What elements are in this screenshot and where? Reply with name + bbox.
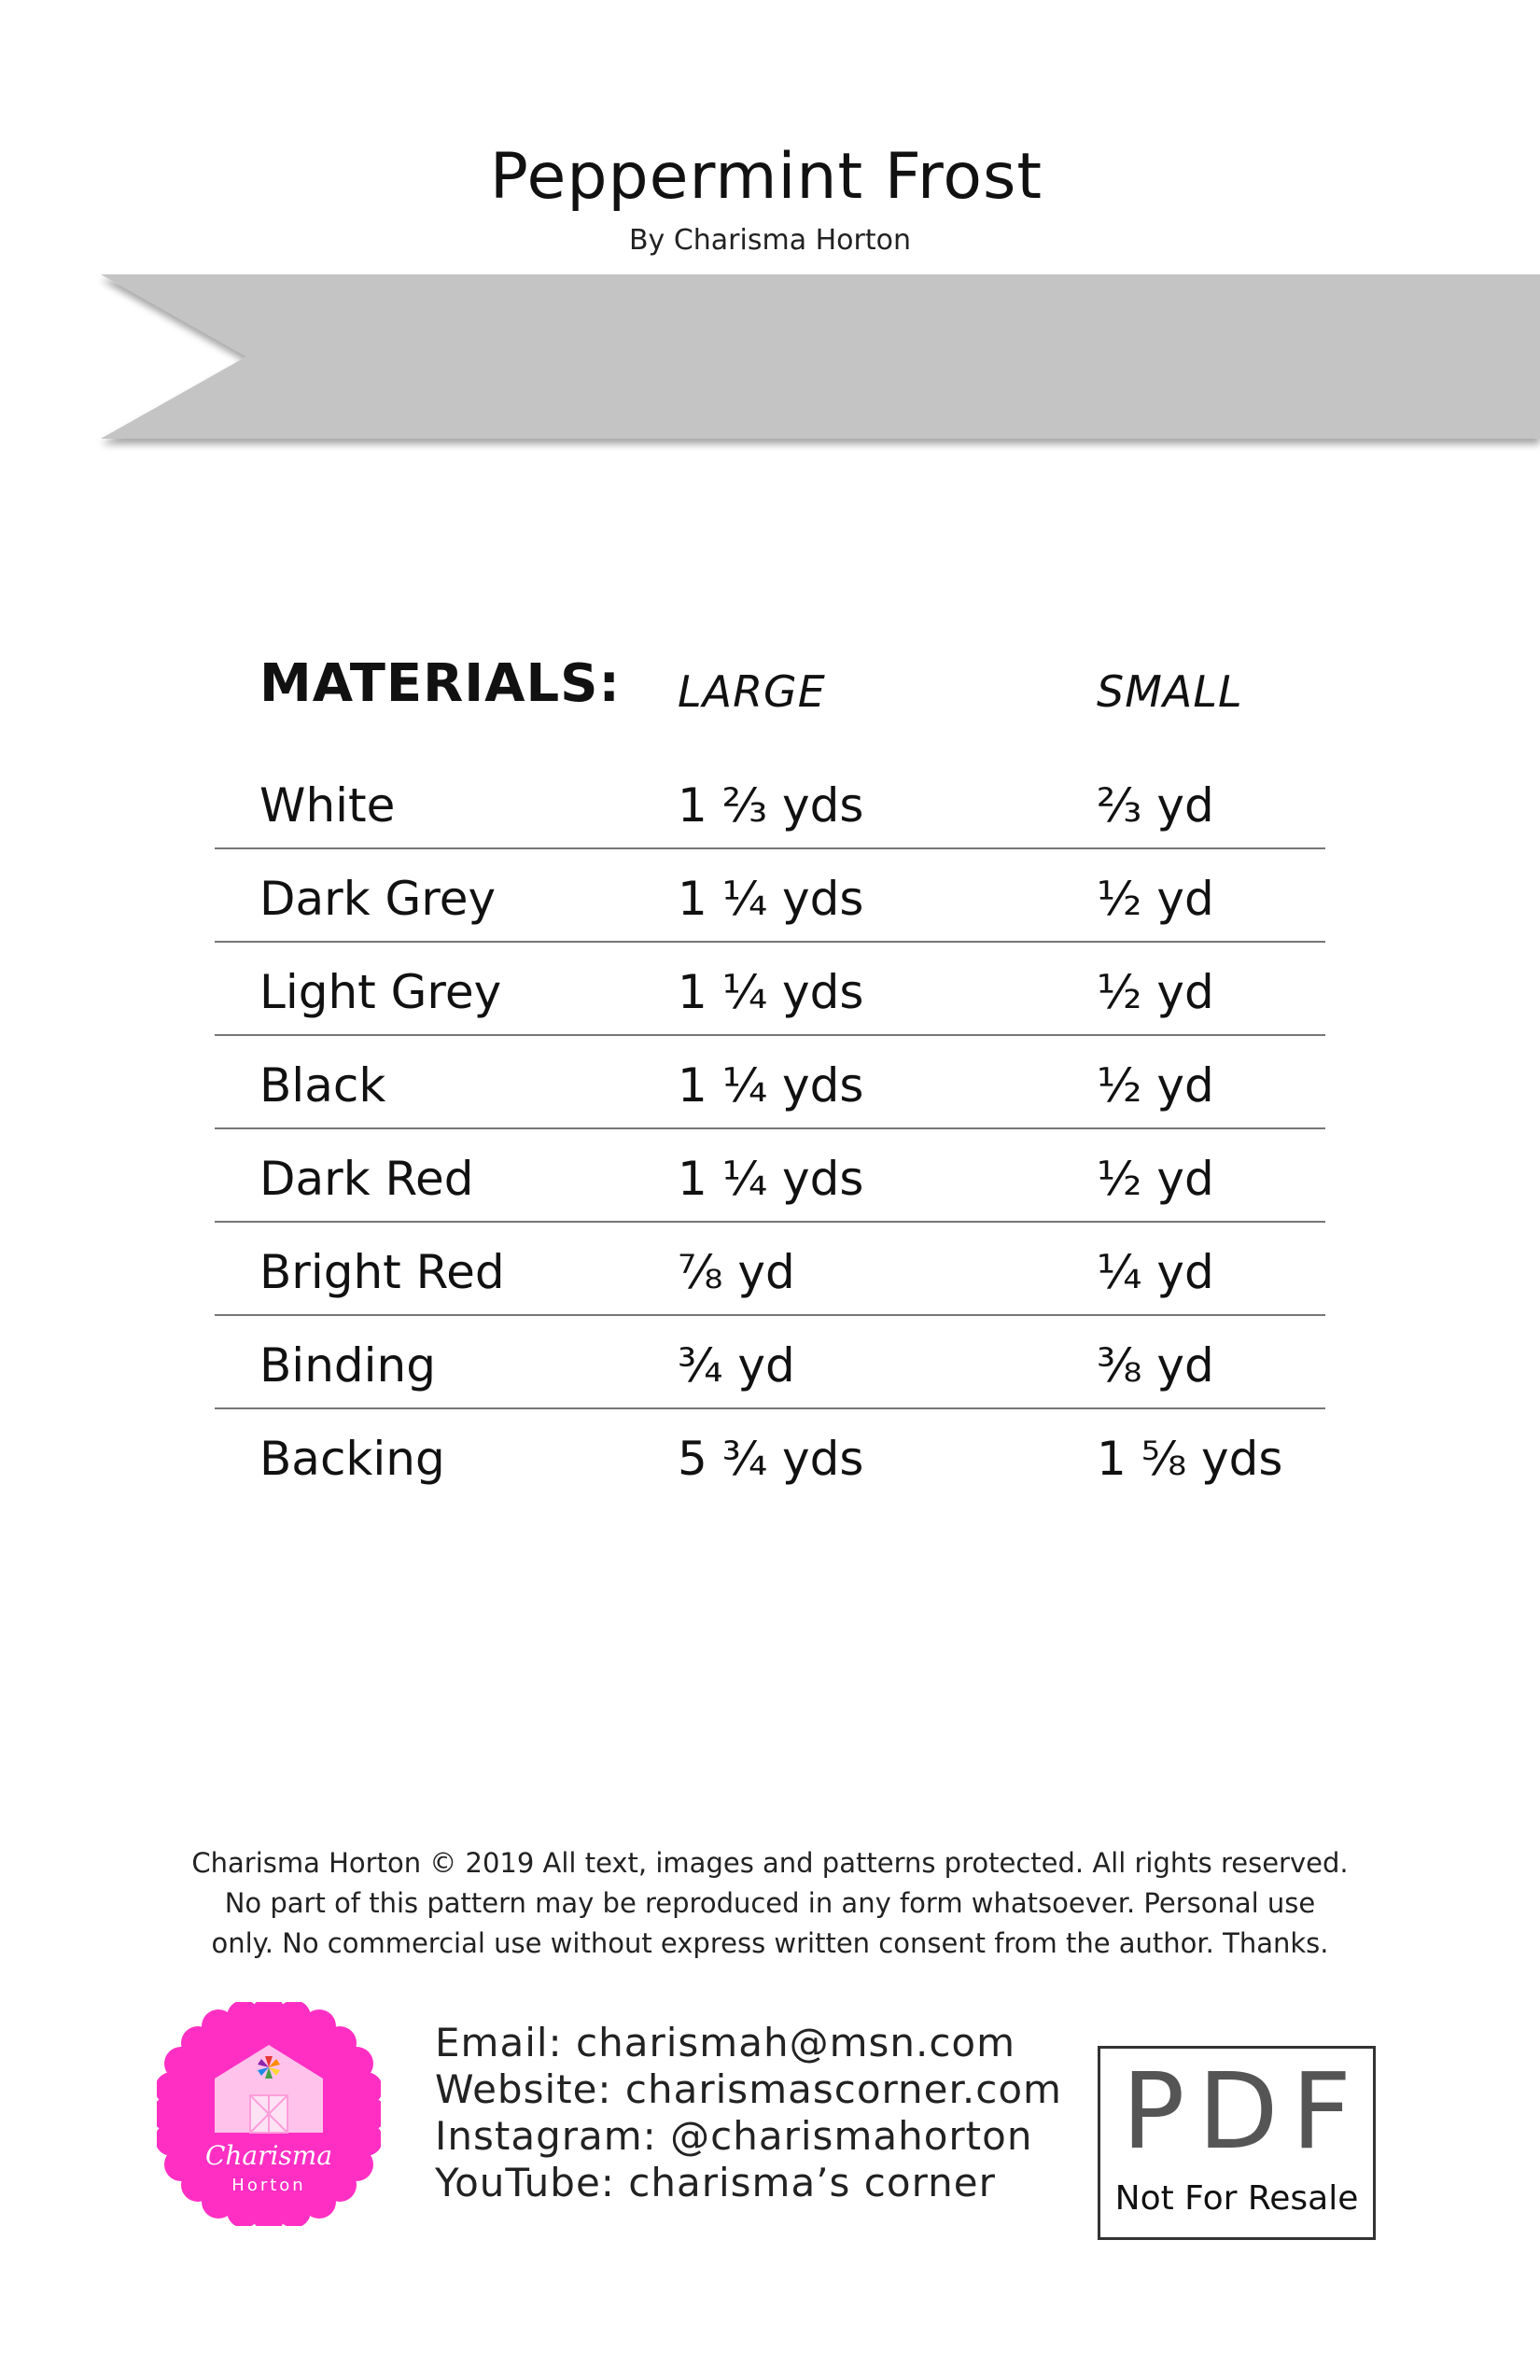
- small-amount: ⅜ yd: [1097, 1338, 1214, 1393]
- large-column-header: LARGE: [678, 666, 826, 717]
- contact-info: [435, 2020, 1062, 2206]
- charisma-horton-logo: [157, 2002, 381, 2226]
- pdf-not-for-resale-badge: [1098, 2046, 1376, 2240]
- small-amount: ½ yd: [1097, 1152, 1214, 1206]
- table-row: [215, 1036, 1325, 1129]
- large-amount: ¾ yd: [678, 1338, 795, 1393]
- small-amount: ½ yd: [1097, 872, 1214, 926]
- author-byline: By Charisma Horton: [628, 224, 912, 257]
- table-row: [215, 1223, 1325, 1316]
- materials-table: [215, 653, 1325, 1491]
- large-amount: 1 ¼ yds: [678, 1058, 864, 1113]
- materials-header: [215, 653, 1325, 747]
- copyright-notice: [0, 1843, 1540, 1964]
- fabric-name: Dark Red: [259, 1152, 474, 1206]
- not-for-resale-label: Not For Resale: [1114, 2179, 1359, 2218]
- large-amount: 5 ¾ yds: [678, 1432, 864, 1486]
- fabric-name: White: [259, 778, 396, 833]
- copyright-line: Charisma Horton © 2019 All text, images and patterns protected. All rights reserved.: [191, 1847, 1349, 1879]
- copyright-line: only. No commercial use without express written consent from the author. Thanks.: [211, 1927, 1329, 1959]
- pdf-label: PDF: [1121, 2051, 1365, 2173]
- fabric-name: Dark Grey: [259, 872, 497, 926]
- large-amount: 1 ¼ yds: [678, 872, 864, 926]
- copyright-line: No part of this pattern may be reproduced in any form whatsoever. Personal use: [224, 1887, 1316, 1919]
- fabric-name: Binding: [259, 1338, 436, 1393]
- table-row: [215, 756, 1325, 849]
- materials-label: MATERIALS:: [259, 653, 621, 714]
- small-amount: ⅔ yd: [1097, 778, 1214, 833]
- logo-name: Charisma: [204, 2140, 333, 2171]
- table-row: [215, 1409, 1325, 1501]
- materials-rows: [215, 756, 1325, 1501]
- table-row: [215, 849, 1325, 943]
- ribbon-banner: [93, 271, 1540, 457]
- table-row: [215, 1316, 1325, 1409]
- small-amount: ½ yd: [1097, 965, 1214, 1019]
- large-amount: 1 ⅔ yds: [678, 778, 864, 833]
- large-amount: 1 ¼ yds: [678, 965, 864, 1019]
- fabric-name: Backing: [259, 1432, 445, 1486]
- youtube-line: YouTube: charisma’s corner: [435, 2160, 996, 2205]
- small-amount: ½ yd: [1097, 1058, 1214, 1113]
- small-amount: 1 ⅝ yds: [1097, 1432, 1283, 1486]
- ribbon-shape: [101, 274, 1540, 439]
- fabric-name: Light Grey: [259, 965, 502, 1019]
- pattern-title: Peppermint Frost: [489, 140, 1043, 214]
- email-line: Email: charismah@msn.com: [435, 2020, 1016, 2065]
- logo-subname: Horton: [231, 2176, 306, 2195]
- instagram-line: Instagram: @charismahorton: [435, 2113, 1033, 2159]
- website-line: Website: charismascorner.com: [435, 2066, 1062, 2112]
- large-amount: 1 ¼ yds: [678, 1152, 864, 1206]
- small-column-header: SMALL: [1097, 666, 1243, 717]
- table-row: [215, 943, 1325, 1036]
- table-row: [215, 1129, 1325, 1223]
- large-amount: ⅞ yd: [678, 1245, 795, 1299]
- small-amount: ¼ yd: [1097, 1245, 1214, 1299]
- fabric-name: Black: [259, 1058, 386, 1113]
- fabric-name: Bright Red: [259, 1245, 505, 1299]
